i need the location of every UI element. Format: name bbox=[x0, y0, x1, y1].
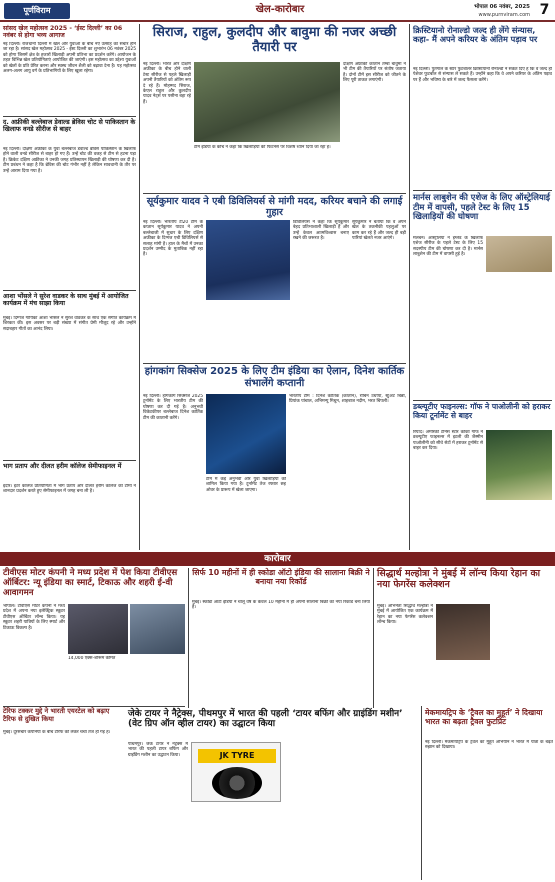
article-body: पीथमपुर। जेके टायर ने नैट्रेक्स में भारत की पहली टायर बफिंग और ग्राइंडिंग मशीन का उद्घाटन किया। bbox=[128, 742, 188, 758]
section-banner: कारोबार bbox=[0, 552, 555, 566]
page-number: 7 bbox=[539, 2, 550, 18]
article-body: भारतीय टीम : दिनेश कार्तिक (कप्तान), रॉबिन उथप्पा, स्टुअर्ट बिन्नी, प्रियांक पांचाल, अभिमन्यु मिथुन, शाहबाज नदीम, भरत चिपली। bbox=[289, 394, 406, 405]
headline: क्रिस्टियानो रोनाल्डो जल्द ही लेंगे संन्यास, कहा- मैं अपने करियर के अंतिम पड़ाव पर bbox=[413, 25, 538, 45]
article-body: मुंबई। दूरसंचार कंपनियों के बीच टैरिफ को लेकर चर्चा तेज हो गई है। bbox=[3, 730, 111, 735]
newspaper-logo: पूर्णविराम bbox=[4, 3, 70, 19]
tennis-photo bbox=[486, 430, 552, 500]
launch-photo bbox=[68, 604, 128, 654]
article-body: नई दिल्ली। दक्षिण अफ्रीका के युवा बल्लेबाज डेवाल्ड ब्रेविस पाकिस्तान के खिलाफ होने वाली वनडे सीरीज से बाहर हो गए हैं। उन्हें चोट की वजह से टीम से हटना पड़ा है। क्रिकेट दक्षिण अफ्रीका ने उनकी जगह प्रतिस्थापन खिलाड़ी की घोषणा कर दी है। टीम प्रबंधन ने कहा है कि ब्रेविस की चोट गंभीर नहीं है लेकिन सावधानी के तौर पर उन्हें आराम दिया गया है। bbox=[3, 147, 136, 174]
player-photo bbox=[486, 236, 552, 272]
article-body: इंदौर। इंटर कॉलेज प्रतियोगिता में भाग प्रताप और दीलत हरीम कॉलेज की टीमों ने शानदार प्रदर्शन करते हुए सेमीफाइनल में जगह बना ली है। bbox=[3, 484, 136, 495]
article-body: टीम इंडिया के कोच ने कहा कि खिलाड़ियों की फिटनेस पर विशेष ध्यान दिया जा रहा है। bbox=[194, 145, 331, 150]
photo-caption: 14,000 एक्स-शोरूम कीमत bbox=[68, 656, 116, 661]
article-body: नई दिल्ली। राजधानी दिल्ली में खेल और युवाओं के बीच नए उत्साह का संचार होने जा रहा है। सांसद खेल महोत्सव 2025 - ईस्ट दिल्ली का शुभारंभ 06 नवंबर 2025 को होगा जिसमें क्षेत्र के हजारों खिलाड़ी अपनी प्रतिभा का प्रदर्शन करेंगे। आयोजन के तहत विभिन्न खेल प्रतियोगिताएं आयोजित की जाएंगी। इस महोत्सव का उद्देश्य युवाओं को खेलों के प्रति प्रेरित करना और स्वस्थ जीवन शैली को बढ़ावा देना है। यह महोत्सव अलग-अलग आयु वर्ग के प्रतिभागियों के लिए खुला रहेगा। bbox=[3, 42, 136, 74]
dateline: भोपाल 06 नवंबर, 2025 bbox=[474, 4, 530, 10]
section-title: खेल-कारोबार bbox=[255, 4, 305, 15]
headline: सांसद खेल महोत्सव 2025 - ‘ईस्ट दिल्ली’ का 06 नवंबर से होगा भव्य आगाज bbox=[3, 25, 123, 40]
article-body: नई दिल्ली। पुर्तगाल के स्टार फुटबॉलर क्रिस्टियानो रोनाल्डो ने संकेत दिए हैं कि वे जल्द ही पेशेवर फुटबॉल से संन्यास ले सकते हैं। उन्होंने कहा कि वे अपने करियर के अंतिम पड़ाव पर हैं और भविष्य के बारे में जल्द फैसला करेंगे। bbox=[413, 67, 552, 83]
actor-photo bbox=[436, 604, 490, 660]
column-divider bbox=[373, 568, 374, 708]
headline: सिद्धार्थ मल्होत्रा ने मुंबई में लॉन्च किया रेहान का नया फेगरेंस कलेक्शन bbox=[377, 568, 541, 590]
article-body: मुंबई। अभिनेता सिद्धार्थ मल्होत्रा ने मुंबई में आयोजित एक कार्यक्रम में रेहान का नया फेगरेंस कलेक्शन लॉन्च किया। bbox=[377, 604, 433, 626]
column-divider bbox=[188, 568, 189, 708]
article-body: दक्षिण अफ्रीकी कप्तान तेम्बा बावुमा ने भी टीम की तैयारियों पर संतोष जताया है। दोनों टीमें इस सीरीज को जीतने के लिए पूरी ताकत लगाएंगी। bbox=[343, 62, 406, 84]
headline: डब्ल्यूटीए फाइनल्स: गॉफ ने पाओलीनी को हराकर किया टूर्नामेंट से बाहर bbox=[413, 402, 551, 420]
divider bbox=[413, 400, 552, 401]
article-body: रियाद। अमेरिकी टेनिस स्टार कोको गॉफ ने डब्ल्यूटीए फाइनल्स में इटली की जैस्मीन पाओलीनी को सीधे सेटों में हराकर टूर्नामेंट से बाहर कर दिया। bbox=[413, 430, 483, 452]
article-body: डिविलियर्स ने कहा कि सूर्यकुमार बेहद प्रतिभाशाली खिलाड़ी हैं और उन्हें केवल आत्मविश्वास बनाए रखने की जरूरत है। bbox=[293, 220, 349, 242]
divider bbox=[3, 116, 136, 117]
divider bbox=[3, 290, 136, 291]
scooter-photo bbox=[130, 604, 185, 654]
headline: हांगकांग सिक्सेज 2025 के लिए टीम इंडिया का ऐलान, दिनेश कार्तिक संभालेंगे कप्तानी bbox=[144, 366, 405, 389]
article-body: मुंबई। दिग्गज गायिका आशा भोंसले ने सुरेश वाडकर के साथ एक संगीत कार्यक्रम में शिरकत की। इस अवसर पर बड़ी संख्या में संगीत प्रेमी मौजूद रहे और उन्होंने सदाबहार गीतों का आनंद लिया। bbox=[3, 316, 136, 332]
article-body: नई दिल्ली। मेकमायट्रिप के ट्रैवल का मुहूर्त अभियान ने भारत में यात्रा के बढ़ते रुझान को दिखाया। bbox=[425, 740, 553, 751]
cricket-photo bbox=[194, 62, 340, 142]
article-body: नई दिल्ली। हांगकांग सिक्सेज 2025 टूर्नामेंट के लिए भारतीय टीम की घोषणा कर दी गई है। अनुभवी विकेटकीपर बल्लेबाज दिनेश कार्तिक टीम की कप्तानी करेंगे। bbox=[143, 394, 203, 421]
website: www.purnviram.com bbox=[478, 12, 530, 18]
headline: सूर्यकुमार यादव ने एबी डिविलियर्स से मांगी मदद, करियर बचाने की लगाई गुहार bbox=[146, 196, 403, 219]
divider bbox=[143, 363, 406, 364]
article-body: नई दिल्ली। भारत और दक्षिण अफ्रीका के बीच होने वाली टेस्ट सीरीज से पहले खिलाड़ी अपनी तैयारियों को अंतिम रूप दे रहे हैं। मोहम्मद सिराज, केएल राहुल और कुलदीप यादव नेट्स पर पसीना बहा रहे हैं। bbox=[143, 62, 191, 105]
article-body: नई दिल्ली। भारतीय टी20 टीम के कप्तान सूर्यकुमार यादव ने अपनी बल्लेबाजी में सुधार के लिए दक्षिण अफ्रीका के दिग्गज एबी डिविलियर्स से सलाह मांगी है। हाल के मैचों में उनका प्रदर्शन उम्मीद के मुताबिक नहीं रहा है। bbox=[143, 220, 203, 258]
team-photo bbox=[206, 394, 286, 474]
article-body: टीम में कई अनुभवी और युवा खिलाड़ियों को शामिल किया गया है। टूर्नामेंट तेज रफ्तार छह ओवर के प्रारूप में खेला जाएगा। bbox=[206, 477, 286, 493]
headline: मेकमायट्रिप के ‘ट्रैवल का मुहूर्त’ ने दिखाया भारत का बढ़ता ट्रैवल फुटप्रिंट bbox=[425, 708, 543, 726]
divider bbox=[413, 190, 552, 191]
headline: टेरिफ टक्कर मुद्दे ने भारती एयरटेल को बढ़ाए टैरिफ से दुखित किया bbox=[3, 707, 110, 723]
article-body: सूर्यकुमार ने बताया कि वे अपने खेल के तकनीकी पहलुओं पर काम कर रहे हैं और जल्द ही बड़ी पारियां खेलते नजर आएंगे। bbox=[352, 220, 406, 242]
column-divider bbox=[421, 706, 422, 880]
headline: जेके टायर ने नैट्रेक्स, पीथमपुर में भारत की पहली ‘टायर बफिंग और ग्राइंडिंग मशीन’ (वेट ग्रिप ऑन व्हील टायर) का उद्घाटन किया bbox=[128, 709, 403, 730]
column-divider bbox=[409, 24, 410, 550]
headline: द. अफ्रीकी बल्लेबाज डेवाल्ड ब्रेविस चोट से पाकिस्तान के खिलाफ वनडे सीरीज से बाहर bbox=[3, 118, 136, 134]
tyre-icon bbox=[212, 767, 262, 799]
player-photo bbox=[206, 220, 290, 300]
divider bbox=[143, 193, 406, 194]
jk-tyre-logo: JK TYRE bbox=[198, 749, 276, 763]
headline: सिर्फ 10 महीनों में ही स्कोडा ऑटो इंडिया की सालाना बिक्री ने बनाया नया रिकॉर्ड bbox=[192, 568, 370, 586]
article-body: मेलबर्न। ऑस्ट्रेलिया ने इंग्लैंड के खिलाफ एशेज सीरीज के पहले टेस्ट के लिए 15 सदस्यीय टीम की घोषणा कर दी है। मार्नस लाबुशेन की टीम में वापसी हुई है। bbox=[413, 236, 483, 258]
column-divider bbox=[139, 24, 140, 550]
headline: टीवीएस मोटर कंपनी ने मध्य प्रदेश में पेश किया टीवीएस ऑर्बिटर: न्यू इंडिया का स्मार्ट, टिकाऊ और शहरी ई-वी आवागमन bbox=[3, 568, 178, 598]
tyre-ad-box bbox=[191, 742, 281, 802]
headline: मार्नस लाबुशेन की एशेज के लिए ऑस्ट्रेलियाई टीम में वापसी, पहले टेस्ट के लिए 15 खिलाड़ियों की घोषणा bbox=[413, 192, 551, 222]
divider bbox=[3, 460, 136, 461]
article-body: भोपाल। टीवीएस मोटर कंपनी ने मध्य प्रदेश में अपना नया इलेक्ट्रिक स्कूटर टीवीएस ऑर्बिटर लॉन्च किया। यह स्कूटर शहरी यात्रियों के लिए स्मार्ट और टिकाऊ विकल्प है। bbox=[3, 604, 65, 631]
headline: आशा भोंसले ने सुरेश वाडकर के साथ मुंबई में आयोजित कार्यक्रम में मंच साझा किया bbox=[3, 293, 129, 308]
headline: भाग प्रताप और दीलत हरीम कॉलेज सेमीफाइनल में bbox=[3, 462, 122, 470]
article-body: मुंबई। स्कोडा ऑटो इंडिया ने चालू वर्ष के केवल 10 महीनों में ही अपनी सालाना बिक्री का नया रिकॉर्ड बना लिया है। bbox=[192, 600, 370, 611]
main-headline: सिराज, राहुल, कुलदीप और बावुमा की नजर अच्छी तैयारी पर bbox=[152, 25, 397, 55]
